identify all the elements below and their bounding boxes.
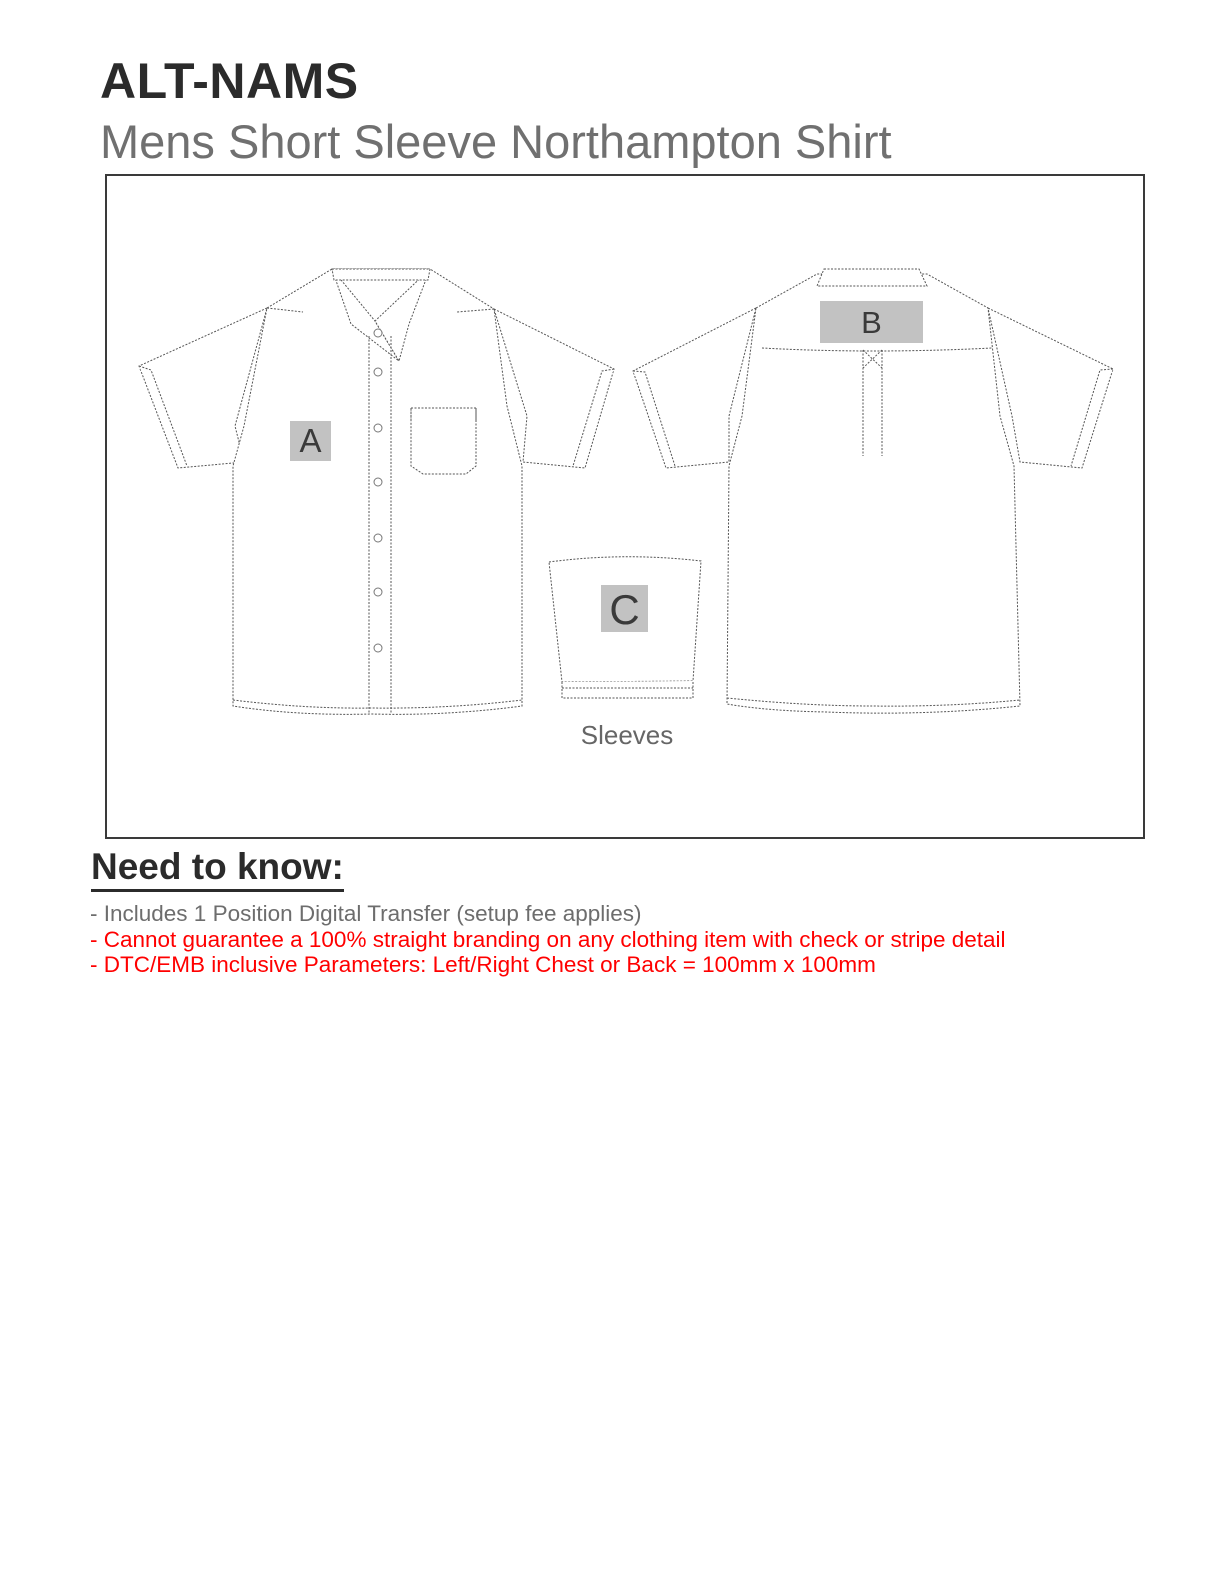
note-item: - Includes 1 Position Digital Transfer (setup fee applies) <box>90 901 642 926</box>
product-name: Mens Short Sleeve Northampton Shirt <box>100 115 892 168</box>
print-zone-c: C <box>601 585 648 632</box>
note-item: - Cannot guarantee a 100% straight branding on any clothing item with check or stripe detail <box>90 926 1006 952</box>
diagram-frame <box>105 174 1145 839</box>
need-to-know-heading: Need to know: <box>91 848 344 892</box>
sleeves-label: Sleeves <box>580 720 674 750</box>
product-code: ALT-NAMS <box>100 53 359 109</box>
print-zone-a: A <box>290 421 331 461</box>
need-to-know-notes <box>90 901 1006 978</box>
note-item: - DTC/EMB inclusive Parameters: Left/Right Chest or Back = 100mm x 100mm <box>90 952 876 977</box>
print-zone-b: B <box>820 301 923 343</box>
